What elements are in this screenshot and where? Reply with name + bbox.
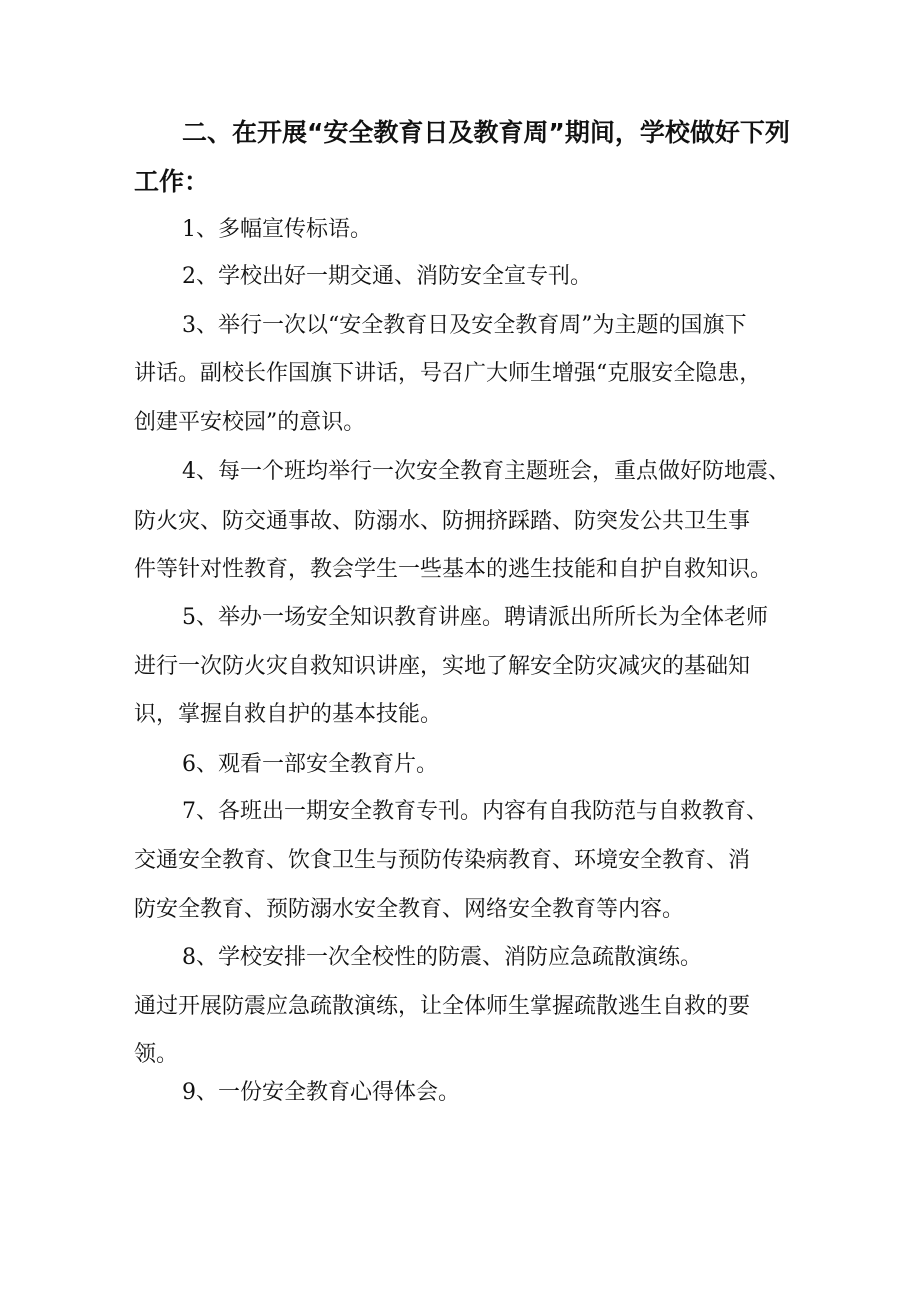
item-3-line-2: 讲话。副校长作国旗下讲话，号召广大师生增强“克服安全隐患，	[134, 361, 762, 386]
heading-line-2: 工作：	[134, 167, 210, 196]
item-5-line-1: 5、举办一场安全知识教育讲座。聘请派出所所长为全体老师	[182, 605, 768, 630]
item-7-line-3: 防安全教育、预防溺水安全教育、网络安全教育等内容。	[134, 897, 685, 922]
item-4-line-3: 件等针对性教育，教会学生一些基本的逃生技能和自护自救知识。	[134, 557, 773, 582]
item-4-line-2: 防火灾、防交通事故、防溺水、防拥挤踩踏、防突发公共卫生事	[134, 509, 751, 534]
item-5-line-3: 识，掌握自救自护的基本技能。	[134, 702, 443, 727]
item-6-line-1: 6、观看一部安全教育片。	[182, 752, 438, 777]
item-7-line-2: 交通安全教育、饮食卫生与预防传染病教育、环境安全教育、消	[134, 848, 751, 873]
item-9-line-1: 9、一份安全教育心得体会。	[182, 1080, 460, 1105]
heading-line-1: 二、在开展“安全教育日及教育周”期间，学校做好下列	[182, 118, 790, 147]
item-8-line-1: 8、学校安排一次全校性的防震、消防应急疏散演练。	[182, 945, 702, 970]
item-8-line-3: 领。	[134, 1042, 179, 1067]
item-3-line-1: 3、举行一次以“安全教育日及安全教育周”为主题的国旗下	[182, 313, 747, 338]
item-3-line-3: 创建平安校园”的意识。	[134, 410, 366, 435]
item-8-line-2: 通过开展防震应急疏散演练，让全体师生掌握疏散逃生自救的要	[134, 994, 751, 1019]
item-4-line-1: 4、每一个班均举行一次安全教育主题班会，重点做好防地震、	[182, 459, 790, 484]
item-2-line-1: 2、学校出好一期交通、消防安全宣专刊。	[182, 264, 592, 289]
item-1-line-1: 1、多幅宣传标语。	[182, 217, 372, 242]
item-7-line-1: 7、各班出一期安全教育专刊。内容有自我防范与自救教育、	[182, 799, 768, 824]
item-5-line-2: 进行一次防火灾自救知识讲座，实地了解安全防灾减灾的基础知	[134, 654, 751, 679]
